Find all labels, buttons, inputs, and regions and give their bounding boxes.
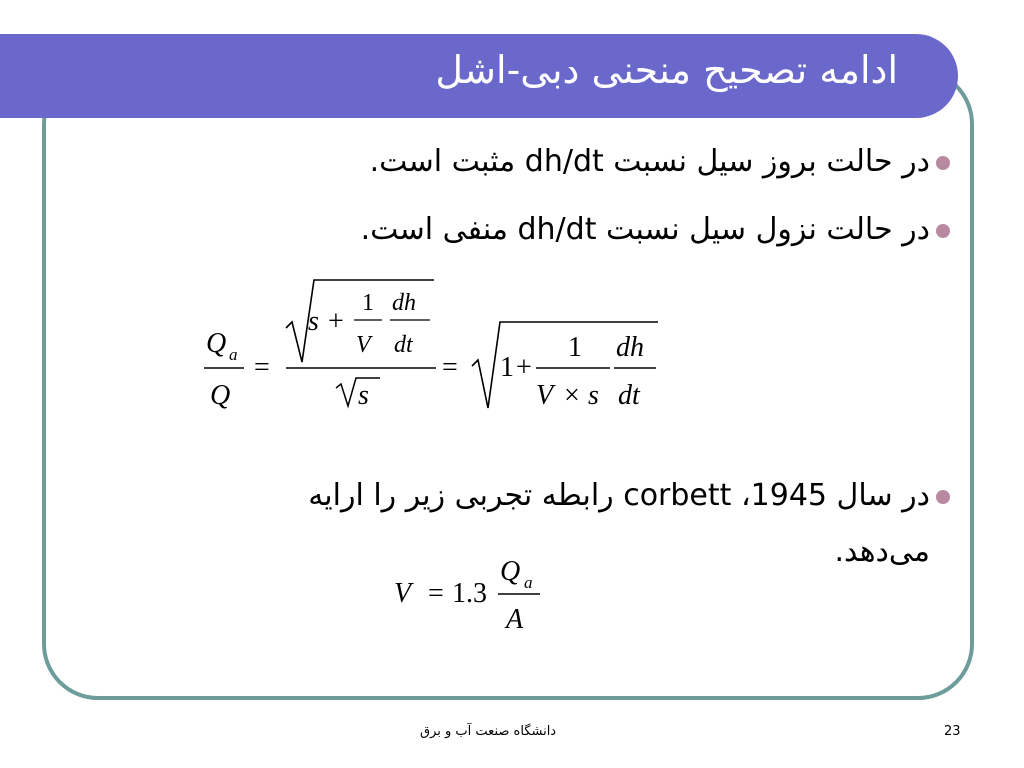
formula-corbett bbox=[388, 552, 558, 636]
times-sign: × bbox=[564, 380, 580, 411]
bullet-text: در حالت نزول سیل نسبت dh/dt منفی است. bbox=[360, 212, 930, 247]
bullet-dot bbox=[936, 224, 950, 238]
formula-s: s bbox=[308, 306, 319, 337]
formula-A: A bbox=[506, 604, 524, 635]
formula-V: V bbox=[536, 380, 554, 411]
page-number: 23 bbox=[944, 724, 961, 739]
bullet-dot bbox=[936, 490, 950, 504]
formula-dh: dh bbox=[616, 332, 644, 363]
equals-sign: = bbox=[442, 352, 458, 383]
bullet-text-line-2: می‌دهد. bbox=[834, 534, 930, 569]
formula-dt: dt bbox=[618, 380, 640, 411]
bullet-text-line-1: در سال 1945، corbett رابطه تجربی زیر را ارایه bbox=[308, 478, 930, 513]
formula-s: s bbox=[358, 380, 369, 411]
formula-Q: Q bbox=[500, 556, 521, 587]
formula-dh: dh bbox=[392, 290, 416, 316]
equals-sign: = bbox=[428, 578, 444, 609]
formula-V: V bbox=[394, 578, 412, 609]
slide-title: ادامه تصحیح منحنی دبی-اشل bbox=[435, 48, 898, 92]
formula-coefficient: 1.3 bbox=[452, 578, 487, 609]
bullet-item-1 bbox=[100, 136, 930, 188]
formula-one: 1 bbox=[362, 290, 374, 316]
plus-sign: + bbox=[328, 306, 344, 337]
footer-university: دانشگاه صنعت آب و برق bbox=[420, 724, 557, 739]
formula-discharge-ratio bbox=[196, 272, 676, 422]
formula-Q: Q bbox=[210, 380, 231, 411]
equals-sign: = bbox=[254, 352, 270, 383]
formula-subscript-a: a bbox=[229, 345, 238, 364]
bullet-item-2 bbox=[100, 204, 930, 256]
bullet-dot bbox=[936, 156, 950, 170]
formula-subscript-a: a bbox=[524, 573, 533, 592]
formula-s: s bbox=[588, 380, 599, 411]
formula-one: 1 bbox=[500, 352, 514, 383]
formula-Q: Q bbox=[206, 328, 227, 359]
plus-sign: + bbox=[516, 352, 532, 383]
formula-dt: dt bbox=[394, 332, 413, 358]
formula-one: 1 bbox=[568, 332, 582, 363]
formula-V: V bbox=[356, 332, 371, 358]
bullet-text: در حالت بروز سیل نسبت dh/dt مثبت است. bbox=[369, 144, 930, 179]
title-bar bbox=[0, 34, 958, 118]
